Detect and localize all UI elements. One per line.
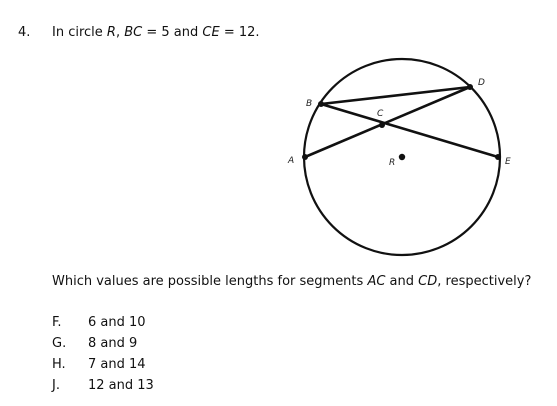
label-b: B (306, 99, 313, 109)
choice-letter: F. (52, 315, 62, 330)
choice-text: 7 and 14 (88, 357, 146, 372)
label-e: E (505, 157, 511, 167)
stem-text-1: In circle (52, 25, 107, 40)
stem-text-4: = 12. (219, 25, 260, 40)
question-number: 4. (18, 25, 31, 40)
answer-choice-f[interactable] (52, 315, 146, 330)
choice-text: 12 and 13 (88, 378, 154, 393)
choice-text: 8 and 9 (88, 336, 138, 351)
prompt-text-3: , respectively? (437, 274, 532, 289)
choice-text: 6 and 10 (88, 315, 146, 330)
stem-text-2: , (115, 25, 125, 40)
choice-letter: H. (52, 357, 66, 372)
label-c: C (377, 109, 384, 119)
answer-choice-g[interactable] (52, 336, 137, 351)
label-d: D (478, 78, 485, 88)
prompt-var-cd: CD (418, 274, 438, 289)
point-b-dot (318, 101, 324, 107)
stem-var-bc: BC (124, 25, 143, 40)
prompt-text-2: and (385, 274, 419, 289)
answer-choice-j[interactable] (52, 378, 154, 393)
stem-var-ce: CE (202, 25, 220, 40)
point-e-dot (495, 154, 501, 160)
stem-text-3: = 5 and (142, 25, 203, 40)
question-prompt (52, 274, 531, 289)
point-c-dot (379, 122, 385, 128)
label-r: R (389, 158, 396, 168)
point-a-dot (302, 154, 308, 160)
center-r-dot (399, 154, 405, 160)
stem-var-circle: R (106, 25, 116, 40)
point-d-dot (467, 84, 473, 90)
prompt-text-1: Which values are possible lengths for segments (52, 274, 368, 289)
label-a: A (288, 156, 295, 166)
choice-letter: G. (52, 336, 67, 351)
prompt-var-ac: AC (367, 274, 386, 289)
choice-letter: J. (52, 378, 60, 393)
answer-choice-h[interactable] (52, 357, 146, 372)
